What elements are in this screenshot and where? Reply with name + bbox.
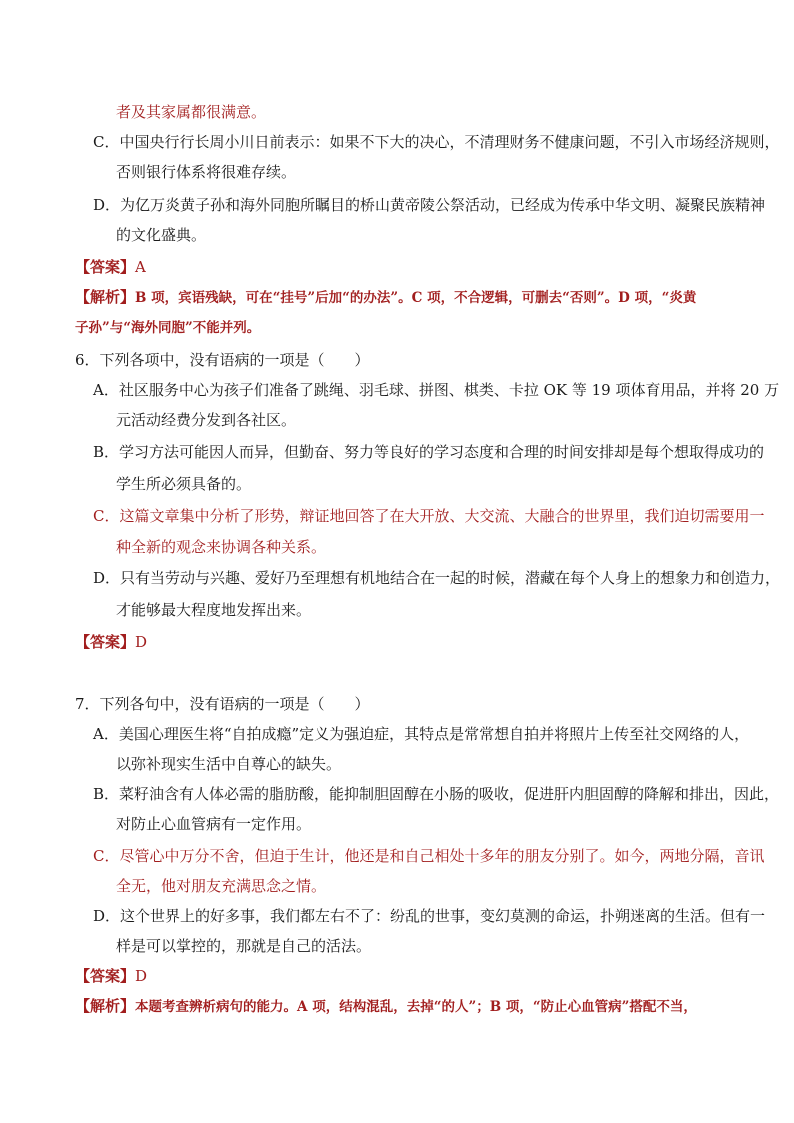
q7-option-c-cont: 全无，他对朋友充满思念之情。 xyxy=(116,877,327,895)
answer-value: D xyxy=(135,633,148,651)
explanation-text: B 项，宾语残缺，可在“挂号”后加“的办法”。C 项，不合逻辑，可删去“否则”。D 项，“炎黄 xyxy=(135,290,697,306)
q6-answer xyxy=(75,632,147,652)
q5-explanation xyxy=(75,287,696,308)
q7-option-a: A．美国心理医生将“自拍成瘾”定义为强迫症，其特点是常常想自拍并将照片上传至社交网络的人， xyxy=(93,725,750,743)
q6-option-a: A．社区服务中心为孩子们准备了跳绳、羽毛球、拼图、棋类、卡拉 OK 等 19 项体育用品，并将 20 万 xyxy=(93,381,780,399)
answer-tag: 【答案】 xyxy=(75,633,136,651)
q7-option-b-cont: 对防止心血管病有一定作用。 xyxy=(116,815,312,833)
explanation-text: 本题考查辨析病句的能力。A 项，结构混乱，去掉“的人”；B 项，“防止心血管病”搭配不当， xyxy=(135,999,697,1015)
q5-answer xyxy=(75,257,146,277)
q6-option-c-cont: 种全新的观念来协调各种关系。 xyxy=(116,538,327,556)
q7-option-c: C．尽管心中万分不舍，但迫于生计，他还是和自己相处十多年的朋友分别了。如今，两地分隔，音讯 xyxy=(93,847,765,865)
answer-tag: 【答案】 xyxy=(75,258,136,276)
q5-option-d-cont: 的文化盛典。 xyxy=(116,226,207,244)
q7-option-d: D．这个世界上的好多事，我们都左右不了：纷乱的世事，变幻莫测的命运，扑朔迷离的生活。但有一 xyxy=(93,907,766,925)
answer-value: D xyxy=(135,967,148,985)
q7-stem: 7．下列各句中，没有语病的一项是（ ） xyxy=(75,695,370,713)
q6-option-b-cont: 学生所必须具备的。 xyxy=(116,475,252,493)
q7-option-d-cont: 样是可以掌控的，那就是自己的活法。 xyxy=(116,937,372,955)
q6-option-d-cont: 才能够最大程度地发挥出来。 xyxy=(116,601,312,619)
answer-value: A xyxy=(135,258,146,276)
q6-option-a-cont: 元活动经费分发到各社区。 xyxy=(116,411,297,429)
q5-option-c-cont: 否则银行体系将很难存续。 xyxy=(116,163,297,181)
q6-option-b: B．学习方法可能因人而异，但勤奋、努力等良好的学习态度和合理的时间安排却是每个想取得成功的 xyxy=(93,443,765,461)
q7-answer xyxy=(75,966,147,986)
explanation-tag: 【解析】 xyxy=(75,288,136,306)
answer-tag: 【答案】 xyxy=(75,967,136,985)
q6-option-c: C．这篇文章集中分析了形势，辩证地回答了在大开放、大交流、大融合的世界里，我们迫切需要用一 xyxy=(93,507,765,525)
q5-option-d: D．为亿万炎黄子孙和海外同胞所瞩目的桥山黄帝陵公祭活动，已经成为传承中华文明、凝聚民族精神 xyxy=(93,196,766,214)
q6-stem: 6．下列各项中，没有语病的一项是（ ） xyxy=(75,351,370,369)
explanation-tag: 【解析】 xyxy=(75,997,136,1015)
q5-option-c: C．中国央行行长周小川日前表示：如果不下大的决心，不清理财务不健康问题，不引入市场经济规则， xyxy=(93,133,780,151)
q7-option-b: B．菜籽油含有人体必需的脂肪酸，能抑制胆固醇在小肠的吸收，促进肝内胆固醇的降解和排出，因此， xyxy=(93,785,780,803)
q7-explanation xyxy=(75,996,697,1017)
q6-option-d: D．只有当劳动与兴趣、爱好乃至理想有机地结合在一起的时候，潜藏在每个人身上的想象力和创造力， xyxy=(93,569,781,587)
q7-option-a-cont: 以弥补现实生活中自尊心的缺失。 xyxy=(116,755,342,773)
q5-explanation-cont: 子孙”与“海外同胞”不能并列。 xyxy=(75,320,261,336)
q5-option-b-tail: 者及其家属都很满意。 xyxy=(116,103,267,121)
